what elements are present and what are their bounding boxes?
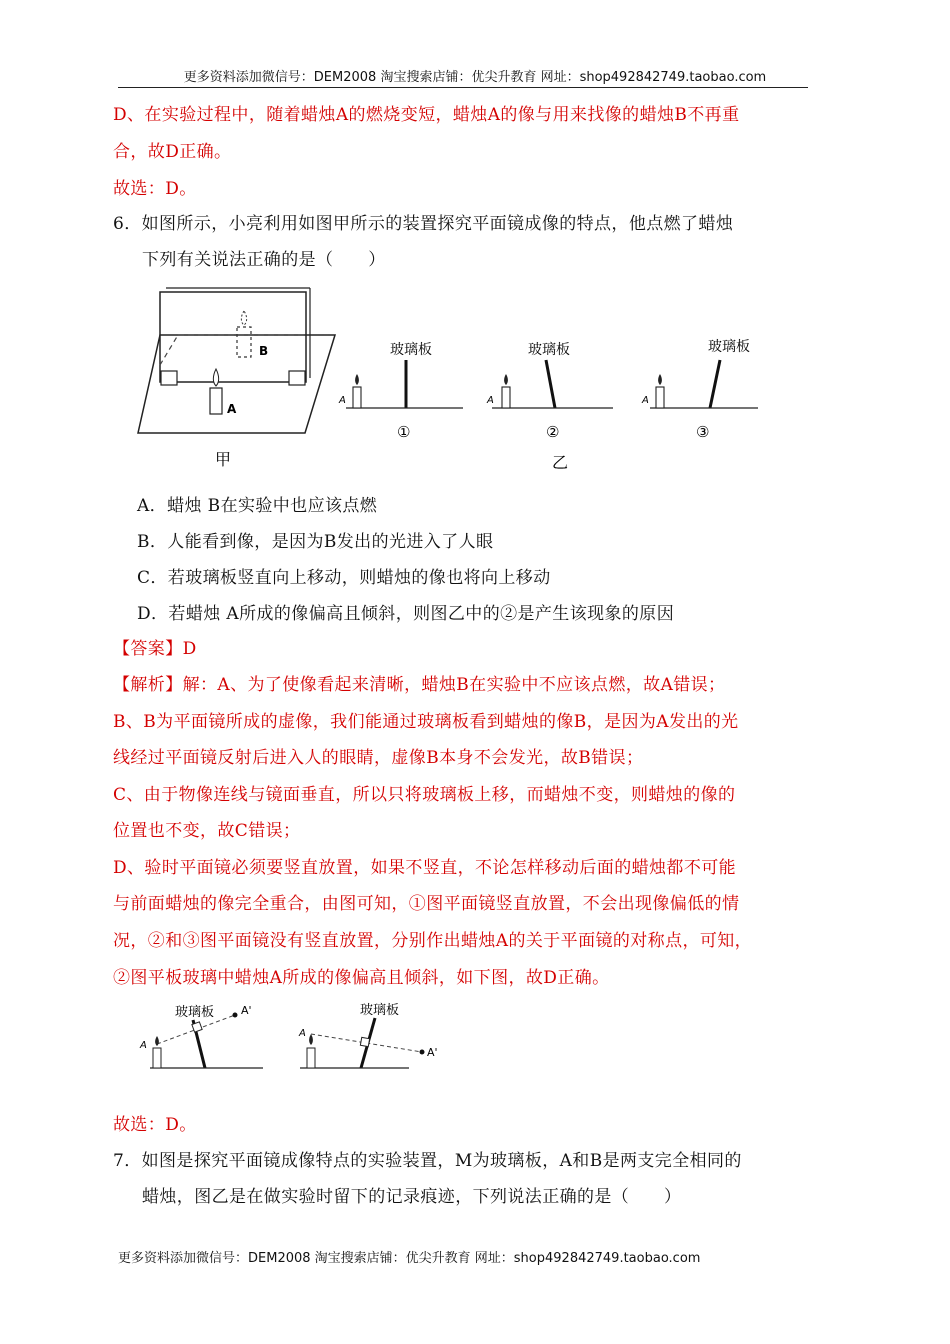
q6-analysis-line-5: 位置也不变，故C错误； — [113, 821, 301, 841]
analysis-a-prime-1: A' — [241, 1004, 252, 1017]
q6-option-b: B．人能看到像，是因为B发出的光进入了人眼 — [137, 532, 494, 552]
figure-yi — [330, 330, 770, 475]
page-footer: 更多资料添加微信号：DEM2008 淘宝搜索店铺：优尖升教育 网址：shop492842749.taobao.com — [118, 1251, 701, 1266]
q7-stem-line-2: 蜡烛，图乙是在做实验时留下的记录痕迹，下列说法正确的是（ ） — [142, 1187, 682, 1207]
q6-stem-line-1: 6．如图所示，小亮利用如图甲所示的装置探究平面镜成像的特点，他点燃了蜡烛 — [113, 214, 734, 234]
label-jia: 甲 — [215, 450, 232, 469]
analysis-a-1: A — [140, 1040, 147, 1051]
candle-b-dashed — [237, 327, 251, 357]
label-2: ② — [546, 423, 560, 441]
glass-plate — [160, 292, 306, 382]
q6-analysis-line-8: 况，②和③图平面镜没有竖直放置，分别作出蜡烛A的关于平面镜的对称点，可知， — [113, 931, 753, 951]
q6-analysis-line-7: 与前面蜡烛的像完全重合，由图可知，①图平面镜竖直放置，不会出现像偏低的情 — [113, 894, 740, 914]
q6-analysis-line-4: C、由于物像连线与镜面垂直，所以只将玻璃板上移，而蜡烛不变，则蜡烛的像的 — [113, 785, 736, 805]
q7-stem-line-1: 7．如图是探究平面镜成像特点的实验装置，M为玻璃板，A和B是两支完全相同的 — [113, 1151, 742, 1171]
q6-option-d: D．若蜡烛 A所成的像偏高且倾斜，则图乙中的②是产生该现象的原因 — [137, 604, 675, 624]
glass-label-1: 玻璃板 — [390, 342, 432, 358]
q6-stem-line-2: 下列有关说法正确的是（ ） — [142, 250, 386, 270]
candle-a-label-2: A — [487, 395, 494, 406]
candle-a-label-1: A — [339, 395, 346, 406]
q6-analysis-line-1: 【解析】解：A、为了使像看起来清晰，蜡烛B在实验中不应该点燃，故A错误； — [113, 675, 726, 695]
q6-choose: 故选：D。 — [113, 1115, 197, 1135]
q6-answer: 【答案】D — [113, 639, 197, 659]
label-1: ① — [397, 423, 411, 441]
candle-a-label-3: A — [642, 395, 649, 406]
analysis-panel-left — [139, 1004, 263, 1068]
figure-jia — [130, 285, 350, 475]
analysis-figure — [135, 996, 445, 1074]
q6-analysis-line-3: 线经过平面镜反射后进入人的眼睛，虚像B本身不会发光，故B错误； — [113, 748, 644, 768]
analysis-a-2: A — [299, 1028, 306, 1039]
analysis-glass-label-1: 玻璃板 — [175, 1005, 215, 1020]
q6-option-a: A．蜡烛 B在实验中也应该点燃 — [137, 496, 378, 516]
q6-analysis-line-6: D、验时平面镜必须要竖直放置，如果不竖直，不论怎样移动后面的蜡烛都不可能 — [113, 858, 737, 878]
prev-choose: 故选：D。 — [113, 179, 197, 199]
candle-b-label: B — [259, 344, 269, 358]
q6-option-c: C．若玻璃板竖直向上移动，则蜡烛的像也将向上移动 — [137, 568, 551, 588]
glass-label-3: 玻璃板 — [708, 339, 750, 355]
analysis-panel-right — [298, 1002, 438, 1068]
analysis-a-prime-2: A' — [427, 1046, 438, 1059]
page-header: 更多资料添加微信号：DEM2008 淘宝搜索店铺：优尖升教育 网址：shop492842749.taobao.com — [183, 70, 767, 85]
q6-analysis-line-2: B、B为平面镜所成的虚像，我们能通过玻璃板看到蜡烛的像B，是因为A发出的光 — [113, 712, 739, 732]
label-3: ③ — [696, 423, 710, 441]
panel-1 — [338, 341, 463, 441]
q6-analysis-line-9: ②图平板玻璃中蜡烛A所成的像偏高且倾斜，如下图，故D正确。 — [113, 968, 610, 988]
label-yi: 乙 — [552, 453, 569, 472]
prev-answer-line-2: 合，故D正确。 — [113, 142, 232, 162]
candle-a — [210, 388, 222, 414]
candle-a-label: A — [227, 402, 237, 416]
glass-label-2: 玻璃板 — [528, 342, 570, 358]
prev-answer-line-1: D、在实验过程中，随着蜡烛A的燃烧变短，蜡烛A的像与用来找像的蜡烛B不再重 — [113, 105, 740, 125]
panel-2 — [486, 341, 613, 441]
panel-3 — [641, 338, 758, 441]
analysis-glass-label-2: 玻璃板 — [360, 1003, 400, 1018]
header-divider — [118, 87, 808, 88]
